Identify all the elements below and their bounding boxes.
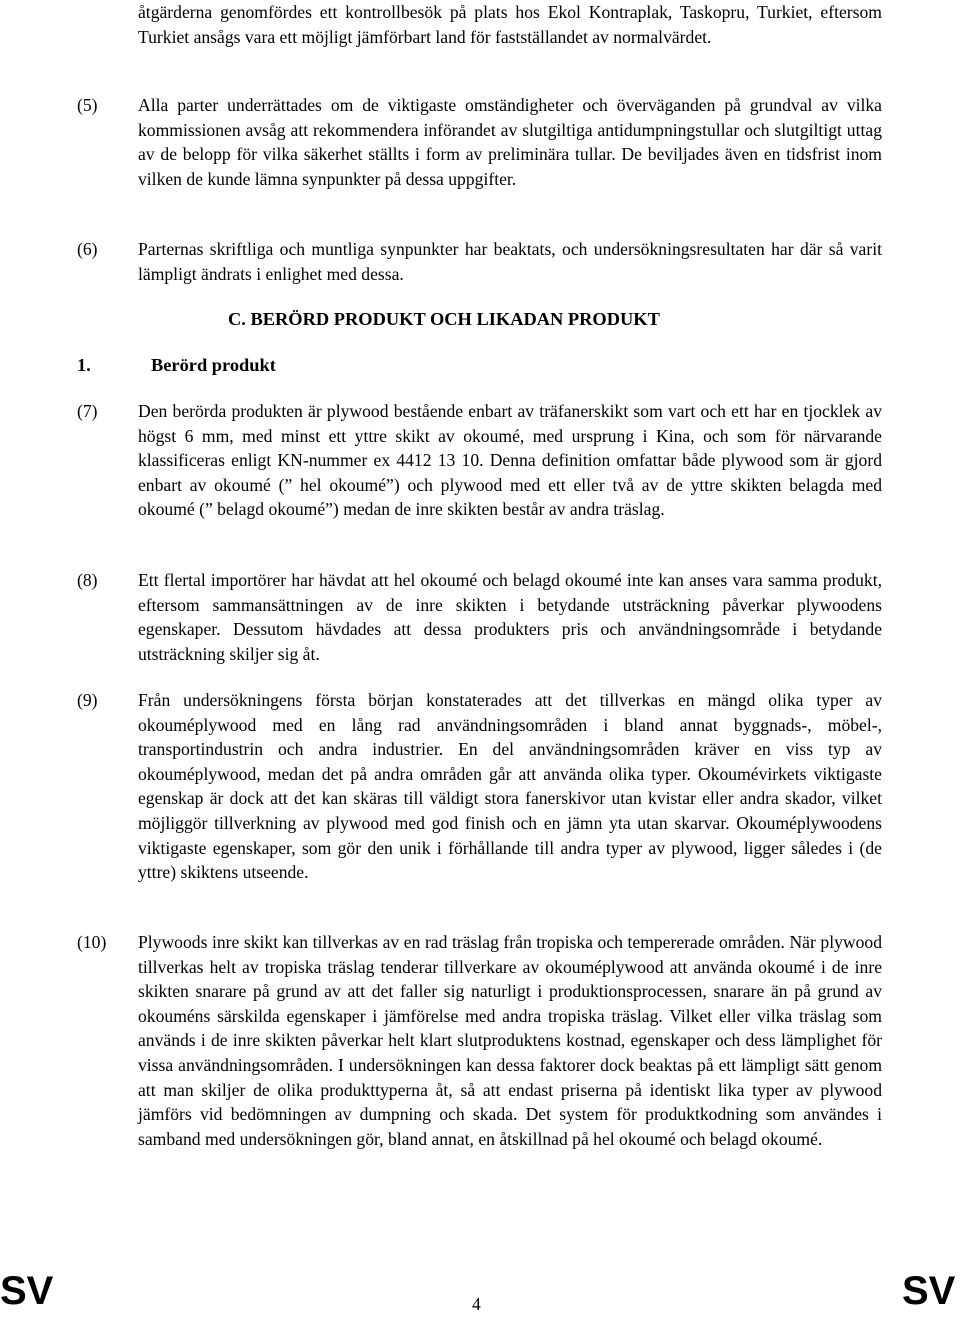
footer-language-right: SV: [902, 1269, 956, 1313]
paragraph-number: (8): [77, 570, 98, 590]
section-heading: C. BERÖRD PRODUKT OCH LIKADAN PRODUKT: [228, 309, 660, 329]
paragraph-text: Parternas skriftliga och muntliga synpunkter har beaktats, och undersökningsresultaten har där så varit lämpligt ändrats i enlighet med dessa.: [138, 239, 882, 284]
paragraph-number: (9): [77, 690, 98, 710]
subsection-heading: [77, 353, 276, 378]
footer-language-left: SV: [0, 1269, 54, 1313]
paragraph-number: (6): [77, 239, 98, 259]
paragraph-text: Alla parter underrättades om de viktigaste omständigheter och överväganden på grundval av vilka kommissionen avsåg att rekommendera införandet av slutgiltiga antidumpningstullar och slutgiltigt uttag av de belopp för vilka säkerhet ställts i form av preliminära tullar. De beviljades även en tidsfrist inom vilken de kunde lämna synpunkter på dessa uppgifter.: [138, 95, 882, 189]
subsection-title: Berörd produkt: [151, 355, 276, 375]
paragraph-text: Ett flertal importörer har hävdat att hel okoumé och belagd okoumé inte kan anses vara samma produkt, eftersom sammansättningen av de inre skikten i betydande utsträckning påverkar plywoodens egenskaper. Dessutom hävdades att dessa produkters pris och användningsområde i betydande utsträckning skiljer sig åt.: [138, 570, 882, 664]
paragraph-text: Den berörda produkten är plywood bestående enbart av träfanerskikt som vart och ett har en tjocklek av högst 6 mm, med minst ett yttre skikt av okoumé, med ursprung i Kina, och som för närvarande klassificeras enligt KN-nummer ex 4412 13 10. Denna definition omfattar både plywood som är gjord enbart av okoumé (” hel okoumé”) och plywood med ett eller två av de yttre skikten belagda med okoumé (” belagd okoumé”) medan de inre skikten består av andra träslag.: [138, 401, 882, 520]
paragraph-number: (5): [77, 95, 98, 115]
page-number: 4: [472, 1294, 481, 1314]
paragraph-number: (10): [77, 932, 107, 952]
continuation-paragraph: åtgärderna genomfördes ett kontrollbesök på plats hos Ekol Kontraplak, Taskopru, Turkiet, eftersom Turkiet ansågs vara ett möjligt jämförbart land för fastställandet av normalvärdet.: [138, 2, 882, 47]
paragraph-number: (7): [77, 401, 98, 421]
paragraph-text: Från undersökningens första början konstaterades att det tillverkas en mängd olika typer av okouméplywood med en lång rad användningsområden i bland annat byggnads-, möbel-, transportindustrin och andra industrier. En del användningsområden kräver en viss typ av okouméplywood, medan det på andra områden går att använda olika typer. Okoumévirkets viktigaste egenskap är dock att det kan skäras till väldigt stora fanerskivor utan kvistar eller andra skador, vilket möjliggör tillverkning av plywood med god finish och en jämn yta utan skarvar. Okouméplywoodens viktigaste egenskaper, som gör den unik i förhållande till andra typer av plywood, ligger således i (de yttre) skiktens utseende.: [138, 690, 882, 883]
paragraph-text: Plywoods inre skikt kan tillverkas av en rad träslag från tropiska och tempererade områden. När plywood tillverkas helt av tropiska träslag tenderar tillverkare av okouméplywood att använda okoumé i de inre skikten snarare på grund av att det faller sig naturligt i produktionsprocessen, snarare än på grund av okouméns särskilda egenskaper i jämförelse med andra tropiska träslag. Vilket eller vilka träslag som används i de inre skikten påverkar helt klart slutproduktens kostnad, egenskaper och dess lämplighet för vissa användningsområden. I undersökningen kan dessa faktorer dock beaktas på ett lämpligt sätt genom att man skiljer de olika produkttyperna åt, så att endast priserna på identiskt lika typer av plywood jämförs vid bedömningen av dumpning och skada. Det system för produktkodning som användes i samband med undersökningen gör, bland annat, en åtskillnad på hel okoumé och belagd okoumé.: [138, 932, 882, 1149]
subsection-number: 1.: [77, 355, 91, 375]
